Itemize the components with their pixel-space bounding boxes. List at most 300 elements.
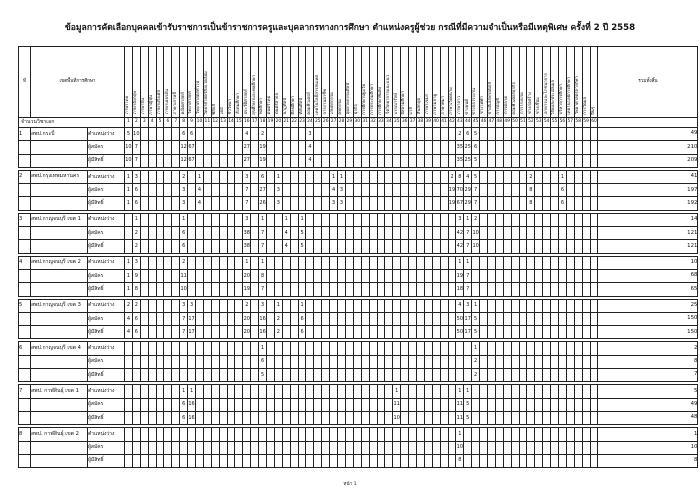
data-cell bbox=[164, 441, 172, 454]
data-cell bbox=[440, 428, 448, 441]
data-table bbox=[18, 46, 698, 468]
data-cell bbox=[188, 342, 196, 355]
data-cell bbox=[148, 154, 156, 167]
data-cell bbox=[211, 154, 219, 167]
data-cell: 5 bbox=[259, 369, 267, 382]
data-cell bbox=[551, 428, 559, 441]
data-cell bbox=[140, 240, 148, 253]
data-cell bbox=[267, 326, 275, 339]
subject-header bbox=[448, 47, 456, 118]
data-cell bbox=[590, 441, 598, 454]
data-cell bbox=[172, 256, 180, 269]
data-cell bbox=[448, 299, 456, 312]
data-cell bbox=[566, 227, 574, 240]
data-cell bbox=[330, 355, 338, 368]
data-cell: 5 bbox=[125, 128, 133, 141]
data-cell: 8 bbox=[456, 170, 464, 183]
data-cell bbox=[527, 454, 535, 467]
data-cell bbox=[148, 240, 156, 253]
data-cell bbox=[503, 128, 511, 141]
data-cell bbox=[203, 398, 211, 411]
subject-header-label: เกษตรกรรม bbox=[330, 92, 336, 115]
data-cell: 19 bbox=[259, 141, 267, 154]
data-cell bbox=[203, 213, 211, 226]
data-cell bbox=[480, 355, 488, 368]
data-cell bbox=[369, 269, 377, 282]
data-cell bbox=[535, 355, 543, 368]
data-cell: 4 bbox=[196, 184, 204, 197]
data-cell bbox=[385, 369, 393, 382]
table-row bbox=[19, 454, 698, 467]
row-total: 5 bbox=[598, 385, 698, 398]
data-cell: 1 bbox=[464, 213, 472, 226]
data-cell: 6 bbox=[259, 355, 267, 368]
subject-header-label: อุตสาหกรรมศิลป์ bbox=[346, 83, 352, 115]
data-cell bbox=[480, 128, 488, 141]
data-cell bbox=[259, 385, 267, 398]
data-cell bbox=[235, 326, 243, 339]
data-cell bbox=[582, 299, 590, 312]
row-total: 121 bbox=[598, 240, 698, 253]
data-cell: 20 bbox=[243, 269, 251, 282]
data-cell bbox=[582, 197, 590, 210]
data-cell bbox=[298, 269, 306, 282]
table-row bbox=[19, 170, 698, 183]
data-cell bbox=[519, 385, 527, 398]
data-cell bbox=[267, 312, 275, 325]
data-cell bbox=[235, 154, 243, 167]
data-cell: 38 bbox=[243, 227, 251, 240]
data-cell bbox=[527, 342, 535, 355]
data-cell bbox=[393, 312, 401, 325]
data-cell bbox=[274, 369, 282, 382]
data-cell bbox=[298, 141, 306, 154]
data-cell bbox=[416, 227, 424, 240]
data-cell: 6 bbox=[188, 128, 196, 141]
data-cell bbox=[448, 398, 456, 411]
data-cell bbox=[480, 428, 488, 441]
subject-header bbox=[361, 47, 369, 118]
data-cell bbox=[314, 213, 322, 226]
data-cell bbox=[188, 454, 196, 467]
data-cell bbox=[511, 128, 519, 141]
data-cell bbox=[172, 454, 180, 467]
data-cell: 7 bbox=[464, 240, 472, 253]
data-cell: 18 bbox=[456, 283, 464, 296]
data-cell bbox=[298, 154, 306, 167]
data-cell: 3 bbox=[330, 197, 338, 210]
data-cell bbox=[574, 197, 582, 210]
data-cell bbox=[377, 369, 385, 382]
data-cell bbox=[267, 398, 275, 411]
data-cell bbox=[393, 342, 401, 355]
data-cell bbox=[227, 385, 235, 398]
data-cell bbox=[566, 197, 574, 210]
column-number: 19 bbox=[267, 118, 275, 128]
data-cell bbox=[393, 256, 401, 269]
data-cell bbox=[172, 184, 180, 197]
data-cell bbox=[377, 141, 385, 154]
data-cell bbox=[448, 411, 456, 424]
data-cell bbox=[132, 428, 140, 441]
data-cell bbox=[543, 454, 551, 467]
data-cell bbox=[267, 342, 275, 355]
data-cell bbox=[330, 411, 338, 424]
column-number: 27 bbox=[330, 118, 338, 128]
data-cell: 29 bbox=[464, 197, 472, 210]
data-cell bbox=[551, 197, 559, 210]
data-cell bbox=[306, 454, 314, 467]
data-cell bbox=[164, 227, 172, 240]
data-cell bbox=[345, 428, 353, 441]
subject-header bbox=[203, 47, 211, 118]
data-cell bbox=[440, 454, 448, 467]
data-cell bbox=[306, 170, 314, 183]
data-cell bbox=[361, 227, 369, 240]
data-cell bbox=[125, 355, 133, 368]
data-cell bbox=[322, 369, 330, 382]
data-cell bbox=[511, 312, 519, 325]
data-cell bbox=[448, 128, 456, 141]
data-cell bbox=[314, 369, 322, 382]
data-cell bbox=[558, 213, 566, 226]
data-cell bbox=[235, 342, 243, 355]
total-number-cell bbox=[598, 118, 698, 128]
data-cell bbox=[180, 428, 188, 441]
document-title: ข้อมูลการคัดเลือกบุคคลเข้ารับราชการเป็นข้าราชการครูและบุคลากรทางการศึกษา ตำแหน่งครูผู้ช่วย กรณีที่มีความจำเป็นหรือมีเหตุพิเศษ ครั้งที่ 2 ปี 2558 bbox=[64, 23, 636, 33]
data-cell bbox=[203, 269, 211, 282]
data-cell bbox=[180, 355, 188, 368]
data-cell bbox=[535, 240, 543, 253]
data-cell bbox=[409, 342, 417, 355]
data-cell bbox=[424, 256, 432, 269]
subject-header bbox=[267, 47, 275, 118]
data-cell bbox=[322, 170, 330, 183]
data-cell: 7 bbox=[464, 227, 472, 240]
data-cell bbox=[219, 441, 227, 454]
data-cell bbox=[164, 428, 172, 441]
row-total: 10 bbox=[598, 256, 698, 269]
data-cell: 3 bbox=[274, 197, 282, 210]
data-cell bbox=[282, 428, 290, 441]
data-cell bbox=[377, 170, 385, 183]
data-cell bbox=[440, 184, 448, 197]
data-cell bbox=[527, 299, 535, 312]
data-cell bbox=[298, 454, 306, 467]
area-name bbox=[31, 184, 88, 197]
subject-header-label: ภาษาเขมร bbox=[425, 94, 431, 115]
subject-header bbox=[353, 47, 361, 118]
data-cell bbox=[267, 197, 275, 210]
data-cell bbox=[290, 240, 298, 253]
data-cell bbox=[314, 227, 322, 240]
data-cell bbox=[558, 283, 566, 296]
area-name: สพป.กาญจนบุรี เขต 4 bbox=[31, 342, 88, 355]
data-cell bbox=[574, 213, 582, 226]
data-cell bbox=[361, 128, 369, 141]
subject-header-label: ภาษาจีน bbox=[141, 98, 147, 115]
data-cell bbox=[574, 385, 582, 398]
column-number: 1 bbox=[125, 118, 133, 128]
data-cell bbox=[409, 240, 417, 253]
data-cell bbox=[558, 299, 566, 312]
subject-header bbox=[401, 47, 409, 118]
data-cell bbox=[314, 355, 322, 368]
data-cell bbox=[164, 299, 172, 312]
data-cell bbox=[196, 227, 204, 240]
data-cell bbox=[582, 385, 590, 398]
data-cell bbox=[219, 312, 227, 325]
data-cell bbox=[377, 240, 385, 253]
data-cell bbox=[235, 312, 243, 325]
data-cell bbox=[448, 385, 456, 398]
data-cell bbox=[385, 385, 393, 398]
data-cell bbox=[211, 227, 219, 240]
data-cell bbox=[590, 128, 598, 141]
data-cell bbox=[338, 369, 346, 382]
data-cell bbox=[188, 369, 196, 382]
data-cell bbox=[464, 428, 472, 441]
data-cell bbox=[519, 411, 527, 424]
data-cell bbox=[503, 197, 511, 210]
subject-header bbox=[251, 47, 259, 118]
data-cell: 6 bbox=[132, 184, 140, 197]
data-cell: 3 bbox=[338, 184, 346, 197]
data-cell: 5 bbox=[472, 312, 480, 325]
subject-header bbox=[243, 47, 251, 118]
data-cell: 4 bbox=[456, 299, 464, 312]
subject-header-label: อื่นๆ bbox=[590, 106, 596, 115]
data-cell bbox=[227, 454, 235, 467]
data-cell bbox=[148, 355, 156, 368]
data-cell: 3 bbox=[456, 213, 464, 226]
row-number bbox=[19, 227, 31, 240]
data-cell bbox=[511, 355, 519, 368]
data-cell bbox=[409, 355, 417, 368]
row-total: 10 bbox=[598, 441, 698, 454]
row-number bbox=[19, 197, 31, 210]
data-cell: 7 bbox=[472, 184, 480, 197]
data-cell: 35 bbox=[456, 154, 464, 167]
data-cell bbox=[440, 312, 448, 325]
data-cell bbox=[409, 411, 417, 424]
data-cell bbox=[132, 441, 140, 454]
subject-header bbox=[472, 47, 480, 118]
data-cell bbox=[535, 369, 543, 382]
data-cell bbox=[464, 441, 472, 454]
column-number: 33 bbox=[377, 118, 385, 128]
data-cell bbox=[361, 197, 369, 210]
data-cell bbox=[440, 213, 448, 226]
data-cell bbox=[282, 411, 290, 424]
subject-header bbox=[393, 47, 401, 118]
data-cell bbox=[267, 154, 275, 167]
row-type: ตำแหน่งว่าง bbox=[88, 299, 125, 312]
data-cell bbox=[140, 312, 148, 325]
data-cell bbox=[306, 256, 314, 269]
data-cell bbox=[369, 128, 377, 141]
table-row bbox=[19, 256, 698, 269]
data-cell bbox=[574, 154, 582, 167]
data-cell bbox=[164, 398, 172, 411]
data-cell bbox=[480, 269, 488, 282]
data-cell bbox=[345, 128, 353, 141]
subject-header-label: การบัญชี bbox=[496, 97, 502, 115]
data-cell bbox=[235, 454, 243, 467]
data-cell: 5 bbox=[298, 227, 306, 240]
data-cell bbox=[353, 454, 361, 467]
data-cell bbox=[416, 428, 424, 441]
data-cell: 5 bbox=[472, 170, 480, 183]
data-cell bbox=[282, 184, 290, 197]
data-cell bbox=[188, 227, 196, 240]
data-cell bbox=[393, 441, 401, 454]
data-cell bbox=[219, 256, 227, 269]
data-cell: 1 bbox=[456, 385, 464, 398]
data-cell bbox=[511, 227, 519, 240]
column-number: 3 bbox=[140, 118, 148, 128]
data-cell bbox=[416, 154, 424, 167]
data-cell bbox=[551, 355, 559, 368]
data-cell bbox=[196, 312, 204, 325]
data-cell bbox=[188, 240, 196, 253]
data-cell: 1 bbox=[188, 385, 196, 398]
subject-header-label: ภาษาเยอรมัน bbox=[164, 89, 170, 115]
row-total: 49 bbox=[598, 398, 698, 411]
subject-header bbox=[527, 47, 535, 118]
row-number: 1 bbox=[19, 128, 31, 141]
data-cell bbox=[535, 170, 543, 183]
data-cell bbox=[235, 411, 243, 424]
data-cell bbox=[314, 428, 322, 441]
data-cell bbox=[251, 428, 259, 441]
data-cell bbox=[582, 369, 590, 382]
data-cell bbox=[519, 283, 527, 296]
data-cell bbox=[409, 454, 417, 467]
subject-header-label: สุขศึกษาและพลศึกษา bbox=[251, 74, 257, 115]
data-cell: 25 bbox=[464, 154, 472, 167]
data-cell bbox=[574, 299, 582, 312]
data-cell bbox=[274, 385, 282, 398]
subject-header-label: วิทยาศาสตร์ bbox=[188, 91, 194, 115]
data-cell bbox=[203, 369, 211, 382]
data-cell bbox=[432, 411, 440, 424]
data-cell: 6 bbox=[180, 240, 188, 253]
data-cell bbox=[543, 411, 551, 424]
data-cell bbox=[172, 154, 180, 167]
data-cell bbox=[401, 256, 409, 269]
table-row bbox=[19, 227, 698, 240]
data-cell bbox=[487, 128, 495, 141]
data-cell bbox=[535, 256, 543, 269]
data-cell bbox=[401, 213, 409, 226]
data-cell bbox=[345, 227, 353, 240]
data-cell bbox=[125, 385, 133, 398]
row-type: ผู้สมัคร bbox=[88, 184, 125, 197]
data-cell bbox=[511, 197, 519, 210]
data-cell bbox=[211, 213, 219, 226]
data-cell bbox=[495, 454, 503, 467]
data-cell bbox=[416, 240, 424, 253]
subject-header bbox=[298, 47, 306, 118]
data-cell bbox=[306, 369, 314, 382]
subject-header-label: ชีววิทยา bbox=[227, 98, 233, 115]
data-cell bbox=[527, 269, 535, 282]
subject-header bbox=[574, 47, 582, 118]
data-cell bbox=[432, 454, 440, 467]
data-cell bbox=[535, 128, 543, 141]
column-number: 52 bbox=[527, 118, 535, 128]
data-cell bbox=[322, 213, 330, 226]
data-cell bbox=[519, 326, 527, 339]
data-cell: 6 bbox=[298, 326, 306, 339]
data-cell bbox=[519, 240, 527, 253]
data-cell bbox=[416, 398, 424, 411]
data-cell bbox=[551, 326, 559, 339]
data-cell: 2 bbox=[448, 170, 456, 183]
row-type: ผู้มีสิทธิ์ bbox=[88, 411, 125, 424]
data-cell bbox=[369, 312, 377, 325]
data-cell bbox=[172, 197, 180, 210]
data-cell bbox=[527, 227, 535, 240]
data-cell: 1 bbox=[472, 342, 480, 355]
data-cell bbox=[590, 355, 598, 368]
data-cell bbox=[203, 312, 211, 325]
data-cell bbox=[432, 428, 440, 441]
data-cell bbox=[369, 326, 377, 339]
data-cell bbox=[487, 227, 495, 240]
data-cell bbox=[361, 213, 369, 226]
data-cell bbox=[543, 154, 551, 167]
data-cell bbox=[432, 141, 440, 154]
data-cell bbox=[487, 283, 495, 296]
data-cell bbox=[322, 355, 330, 368]
table-row bbox=[19, 240, 698, 253]
data-cell: 5 bbox=[298, 240, 306, 253]
data-cell bbox=[227, 411, 235, 424]
data-cell bbox=[543, 299, 551, 312]
subject-header-label: ภาษาพม่า bbox=[440, 95, 446, 115]
data-cell bbox=[235, 369, 243, 382]
data-cell bbox=[196, 213, 204, 226]
data-cell bbox=[148, 256, 156, 269]
table-row bbox=[19, 411, 698, 424]
data-cell bbox=[487, 454, 495, 467]
data-cell bbox=[440, 283, 448, 296]
column-number: 9 bbox=[188, 118, 196, 128]
data-cell bbox=[361, 283, 369, 296]
column-number: 36 bbox=[401, 118, 409, 128]
data-cell: 3 bbox=[180, 184, 188, 197]
data-cell bbox=[282, 326, 290, 339]
data-cell bbox=[582, 128, 590, 141]
data-cell: 1 bbox=[259, 213, 267, 226]
area-name bbox=[31, 154, 88, 167]
subject-header bbox=[503, 47, 511, 118]
data-cell bbox=[132, 369, 140, 382]
data-cell bbox=[345, 326, 353, 339]
data-cell bbox=[164, 355, 172, 368]
data-cell bbox=[551, 398, 559, 411]
data-cell bbox=[432, 385, 440, 398]
data-cell: 6 bbox=[132, 197, 140, 210]
data-cell bbox=[306, 213, 314, 226]
data-cell bbox=[377, 269, 385, 282]
data-cell bbox=[401, 128, 409, 141]
data-cell bbox=[330, 454, 338, 467]
data-cell bbox=[274, 128, 282, 141]
data-cell bbox=[590, 184, 598, 197]
